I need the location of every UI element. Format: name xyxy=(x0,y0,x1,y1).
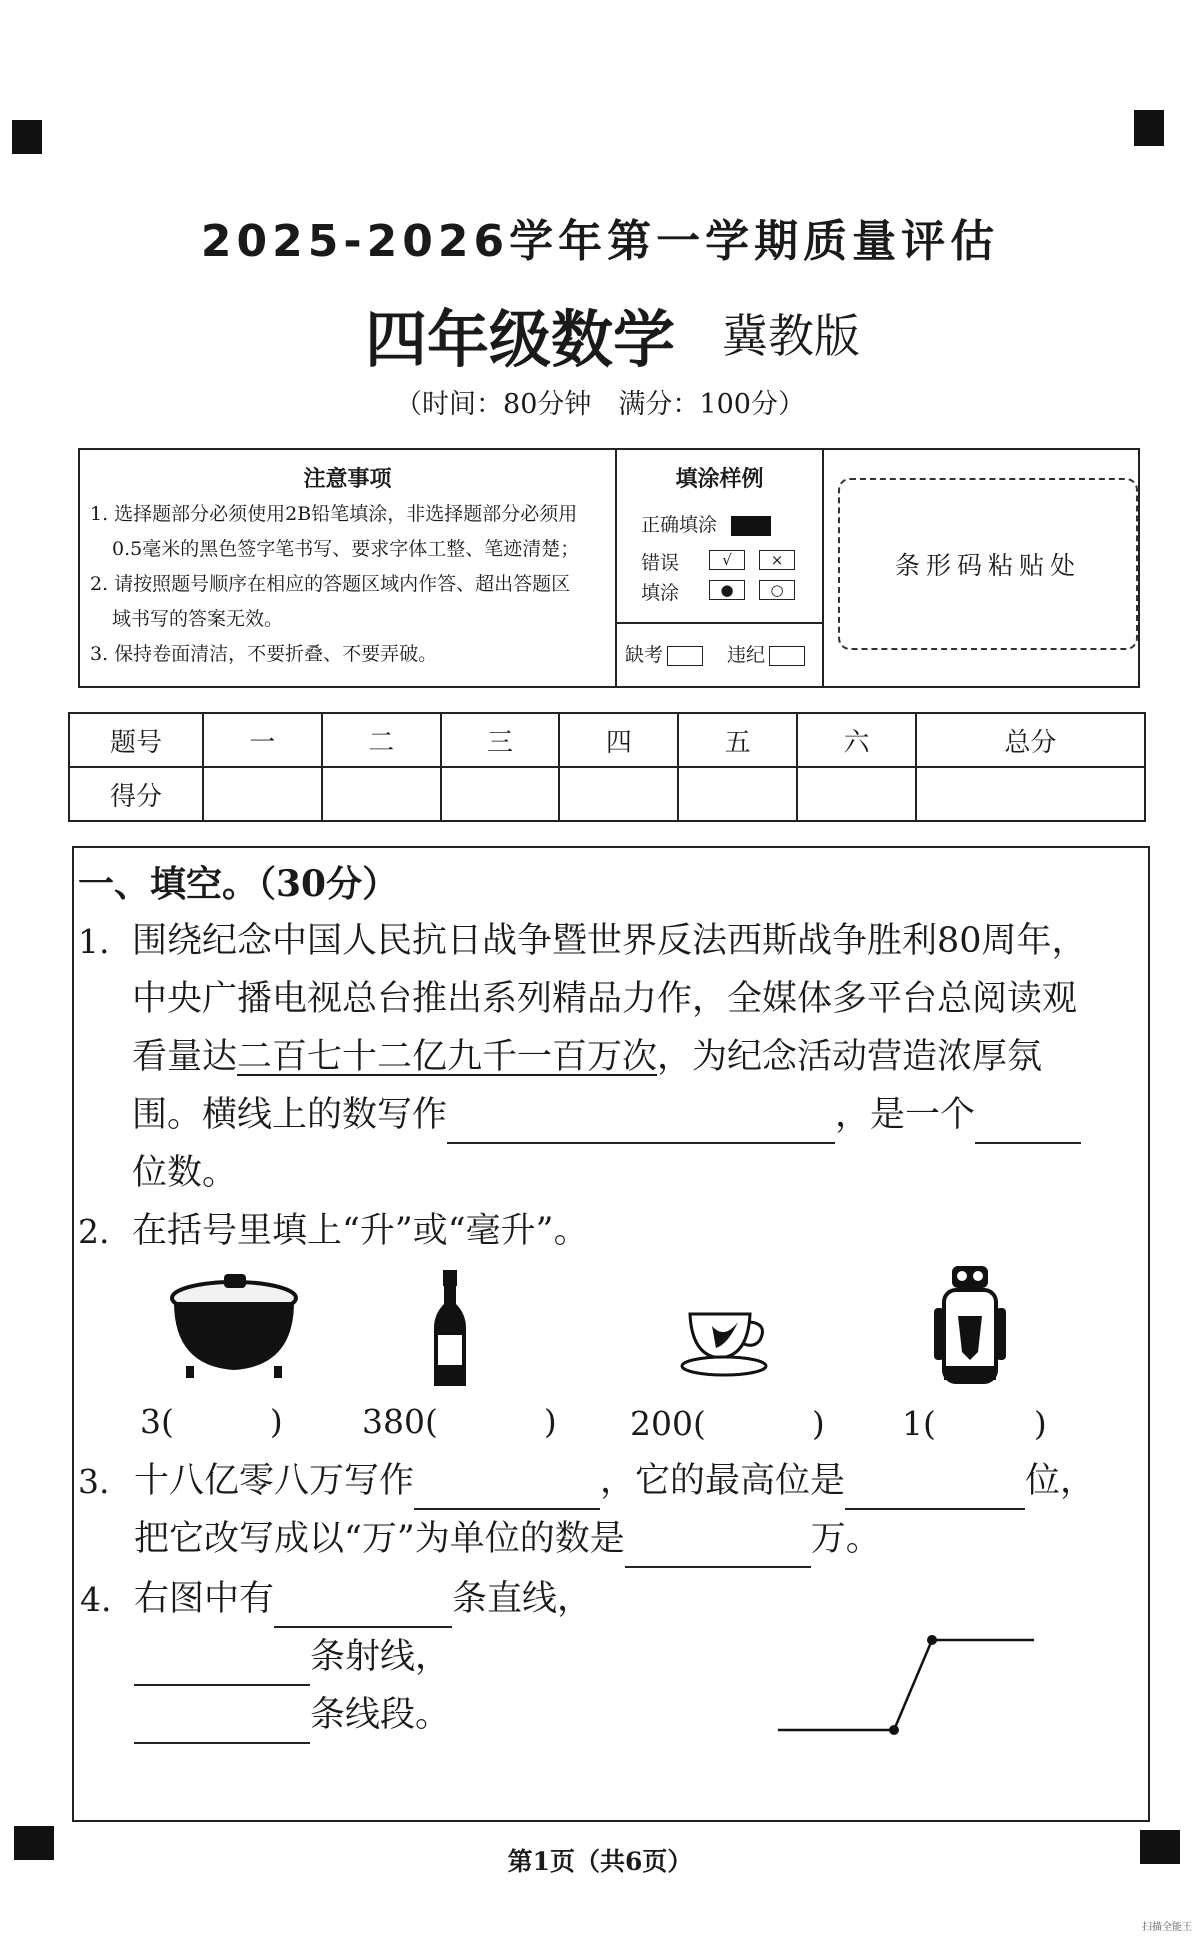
unit-item xyxy=(362,1402,557,1441)
absent-field[interactable] xyxy=(625,640,703,667)
q4-line xyxy=(134,1628,834,1686)
answer-blank[interactable] xyxy=(975,1104,1081,1144)
edition-label: 冀教版 xyxy=(722,309,860,363)
notice-line: 域书写的答案无效。 xyxy=(112,608,284,630)
answer-blank[interactable] xyxy=(134,1646,310,1686)
q4-text: 条射线， xyxy=(310,1637,451,1677)
lines-figure xyxy=(770,1622,1040,1742)
answer-blank[interactable] xyxy=(845,1470,1025,1510)
score-header-cell: 四 xyxy=(559,713,678,767)
notice-box xyxy=(78,448,1140,688)
q3-text: 位， xyxy=(1025,1461,1096,1501)
paren-close: ) xyxy=(1033,1404,1047,1443)
q1-text: 围。横线上的数写作 xyxy=(132,1095,448,1135)
water-bottle-icon xyxy=(932,1262,1008,1386)
violation-checkbox[interactable] xyxy=(769,646,805,666)
q3-text: 十八亿零八万写作 xyxy=(134,1461,415,1501)
q4-text: 条线段。 xyxy=(310,1695,451,1735)
violation-field[interactable] xyxy=(727,640,805,667)
score-table-header-row xyxy=(69,713,1145,767)
score-table xyxy=(68,712,1146,822)
paren-close: ) xyxy=(543,1402,557,1441)
filled-mark-icon xyxy=(731,516,771,536)
fill-sample xyxy=(617,450,824,686)
paren-close: ) xyxy=(269,1402,283,1441)
score-cell[interactable] xyxy=(441,767,560,821)
score-header-cell: 六 xyxy=(797,713,916,767)
answer-blank[interactable] xyxy=(274,1588,452,1628)
notice-line: 2. 请按照题号顺序在相应的答题区域内作答、超出答题区 xyxy=(90,573,571,595)
item-value: 200 xyxy=(630,1404,693,1443)
item-value: 1 xyxy=(902,1404,923,1443)
sample-heading: 填涂样例 xyxy=(675,466,764,492)
score-cell[interactable] xyxy=(559,767,678,821)
exam-info: （时间：80分钟 满分：100分） xyxy=(395,389,805,420)
notice-line: 0.5毫米的黑色签字笔书写、要求字体工整、笔迹清楚； xyxy=(112,538,580,560)
q1-line xyxy=(132,1028,1142,1086)
q1-text: ，是一个 xyxy=(835,1095,976,1135)
score-header-cell: 二 xyxy=(322,713,441,767)
wrong-label-2: 填涂 xyxy=(641,582,680,604)
correct-sample xyxy=(641,510,771,537)
notice-line: 1. 选择题部分必须使用2B铅笔填涂，非选择题部分必须用 xyxy=(90,503,578,525)
section-title: 一、填空。（30分） xyxy=(78,863,399,905)
unit-item xyxy=(902,1404,1047,1443)
subject-title: 四年级数学 xyxy=(364,303,675,376)
paren-open: ( xyxy=(161,1402,174,1441)
q4-text: 条直线， xyxy=(452,1579,593,1619)
q1-line: 中央广播电视总台推出系列精品力作，全媒体多平台总阅读观 xyxy=(132,979,1078,1019)
paren-close: ) xyxy=(811,1404,825,1443)
answer-blank[interactable] xyxy=(134,1704,310,1744)
barcode-area xyxy=(824,450,1138,686)
score-cell[interactable] xyxy=(203,767,322,821)
item-value: 380 xyxy=(362,1402,425,1441)
check-mark-icon: √ xyxy=(709,550,745,570)
registration-mark-top-right xyxy=(1134,110,1164,146)
question-number: 1. xyxy=(78,922,110,961)
wrong-marks-row-1 xyxy=(701,548,795,570)
answer-blank[interactable] xyxy=(447,1104,835,1144)
notice-heading: 注意事项 xyxy=(303,466,392,492)
q3-text: 万。 xyxy=(810,1519,881,1559)
registration-mark-top-left xyxy=(12,120,42,154)
correct-label: 正确填涂 xyxy=(641,514,718,536)
question-number: 3. xyxy=(78,1462,110,1501)
score-header-cell: 一 xyxy=(203,713,322,767)
violation-label: 违纪 xyxy=(727,644,766,666)
notice-instructions xyxy=(80,450,617,686)
wrong-label-1: 错误 xyxy=(641,552,680,574)
score-header-cell: 题号 xyxy=(69,713,203,767)
q3-text: ，它的最高位是 xyxy=(600,1461,846,1501)
barcode-placeholder: 条形码粘贴处 xyxy=(838,478,1138,650)
notice-line: 3. 保持卷面清洁，不要折叠、不要弄破。 xyxy=(90,643,438,665)
question-number: 4. xyxy=(80,1580,112,1619)
score-table-row xyxy=(69,767,1145,821)
absent-checkbox[interactable] xyxy=(667,646,703,666)
q4-text: 右图中有 xyxy=(134,1579,275,1619)
item-value: 3 xyxy=(140,1402,161,1441)
score-cell[interactable] xyxy=(678,767,797,821)
underlined-number: 二百七十二亿九千一百万次 xyxy=(237,1037,658,1077)
absent-label: 缺考 xyxy=(625,644,664,666)
score-header-cell: 总分 xyxy=(916,713,1145,767)
scanner-watermark: 扫描全能王 xyxy=(1142,1922,1192,1933)
q3-text: 把它改写成以“万”为单位的数是 xyxy=(134,1519,625,1559)
question-3 xyxy=(134,1452,1144,1568)
q1-text: ，为纪念活动营造浓厚氛 xyxy=(657,1037,1043,1077)
q1-line xyxy=(132,1086,1142,1144)
rice-cooker-icon xyxy=(164,1268,304,1380)
score-cell[interactable] xyxy=(916,767,1145,821)
paren-open: ( xyxy=(425,1402,438,1441)
score-header-cell: 五 xyxy=(678,713,797,767)
paren-open: ( xyxy=(923,1404,936,1443)
q1-text: 看量达 xyxy=(132,1037,238,1077)
q1-line: 位数。 xyxy=(132,1153,238,1193)
score-row-label: 得分 xyxy=(69,767,203,821)
exam-title: 2025-2026学年第一学期质量评估 xyxy=(200,216,1000,267)
q3-line xyxy=(134,1452,1144,1510)
cross-mark-icon: × xyxy=(759,550,795,570)
score-cell[interactable] xyxy=(797,767,916,821)
score-header-cell: 三 xyxy=(441,713,560,767)
teacup-icon xyxy=(680,1300,776,1382)
circle-mark-icon: ○ xyxy=(759,580,795,600)
bottle-icon xyxy=(430,1268,470,1392)
unit-item xyxy=(140,1402,283,1441)
dot-mark-icon: ● xyxy=(709,580,745,600)
question-number: 2. xyxy=(78,1212,110,1251)
answer-blank[interactable] xyxy=(414,1470,600,1510)
wrong-marks-row-2 xyxy=(701,578,795,600)
q1-line: 围绕纪念中国人民抗日战争暨世界反法西斯战争胜利80周年， xyxy=(132,921,1087,961)
question-1 xyxy=(132,912,1142,1202)
score-cell[interactable] xyxy=(322,767,441,821)
question-2-text: 在括号里填上“升”或“毫升”。 xyxy=(132,1211,589,1251)
page-number: 第1页（共6页） xyxy=(507,1847,693,1876)
question-4 xyxy=(134,1570,834,1744)
q3-line xyxy=(134,1510,1144,1568)
answer-blank[interactable] xyxy=(625,1528,811,1568)
paren-open: ( xyxy=(693,1404,706,1443)
q4-line xyxy=(134,1570,834,1628)
q4-line xyxy=(134,1686,834,1744)
unit-item xyxy=(630,1404,825,1443)
